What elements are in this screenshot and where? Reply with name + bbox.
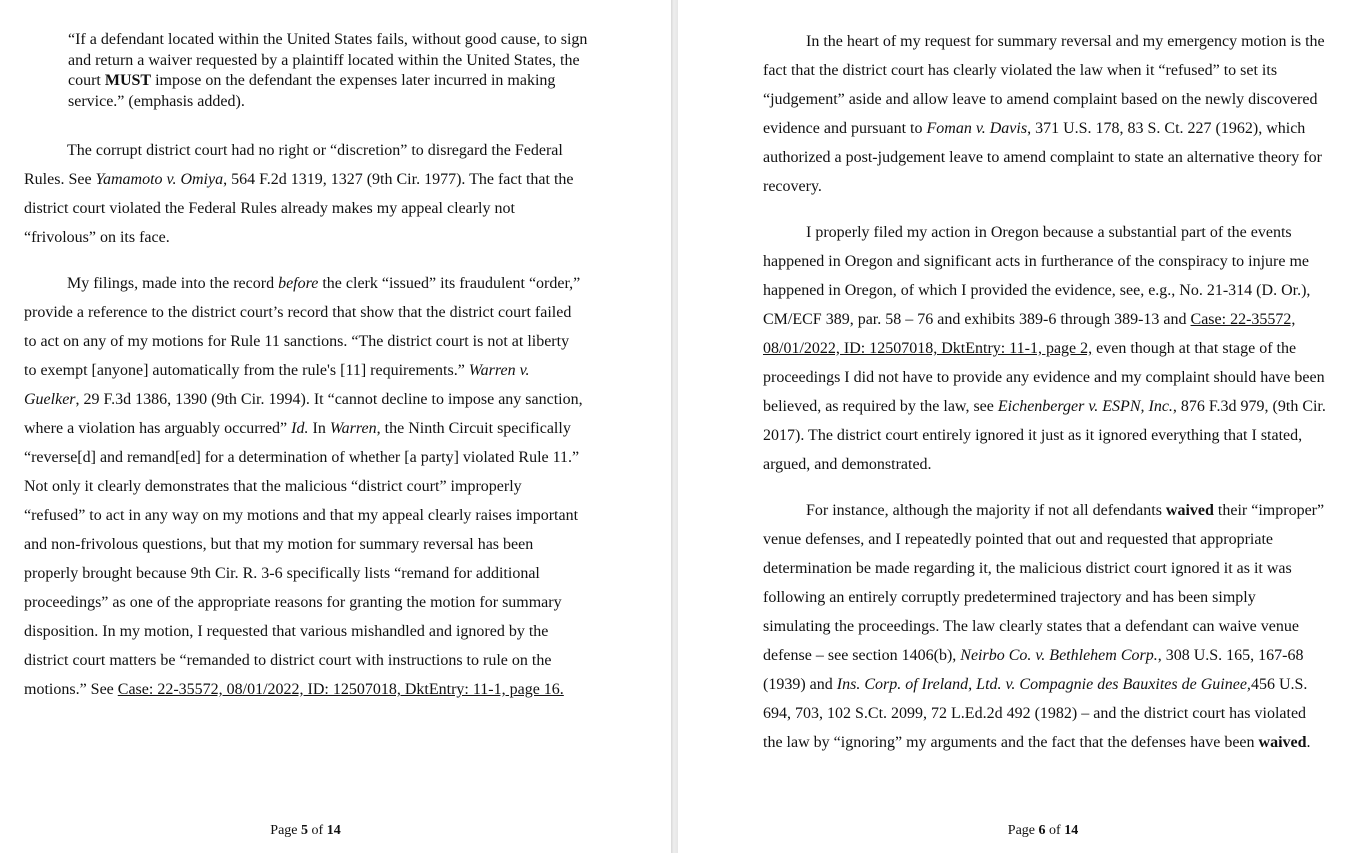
record-citation-link[interactable]: Case: 22-35572, 08/01/2022, ID: 12507018, DktEntry: 11-1, page 2, — [763, 311, 1296, 357]
paragraph-text: the clerk “issued” its fraudulent “order,” provide a reference to the district court’s record that show that the district court failed to act on any of my motions for Rule 11 sanctions. “The district court is not at liberty to exempt [anyone] automatically from the rule's [11] requirements.” — [24, 275, 581, 379]
paragraph-summary-reversal — [763, 27, 1327, 201]
document-page-5 — [0, 0, 671, 853]
emphasis-waived: waived — [1258, 734, 1307, 751]
emphasis-must: MUST — [104, 72, 152, 89]
page-total: 14 — [1064, 823, 1079, 838]
case-citation: Warren — [329, 420, 377, 437]
case-citation: Foman v. Davis — [926, 120, 1028, 137]
case-citation: Yamamoto v. Omiya — [95, 171, 224, 188]
case-citation: Eichenberger v. ESPN, Inc. — [997, 398, 1173, 415]
footer-label: of — [1045, 823, 1065, 838]
quote-text: impose on the defendant the expenses later incurred in making service.” (emphasis added). — [68, 72, 556, 110]
page-footer — [678, 823, 1353, 839]
paragraph-text: . — [1306, 734, 1311, 751]
record-citation-link[interactable]: Case: 22-35572, 08/01/2022, ID: 12507018, DktEntry: 11-1, page 16. — [117, 681, 564, 698]
paragraph-text: , 371 U.S. 178, 83 S. Ct. 227 (1962), which authorized a post-judgement leave to amend complaint to state an alternative theory for recovery. — [763, 120, 1322, 195]
page-number: 6 — [1038, 823, 1046, 838]
paragraph-text: My filings, made into the record — [67, 275, 279, 292]
document-page-6 — [678, 0, 1353, 853]
page-6-body — [763, 27, 1327, 757]
paragraph-rule-11 — [24, 269, 584, 704]
emphasis-before: before — [278, 275, 319, 292]
paragraph-text: , 564 F.2d 1319, 1327 (9th Cir. 1977). The fact that the district court violated the Federal Rules already makes my appeal clearly not “frivolous” on its face. — [24, 171, 574, 246]
footer-label: Page — [1007, 823, 1039, 838]
page-number: 5 — [301, 823, 309, 838]
paragraph-waived-defenses — [763, 496, 1327, 757]
quote-text: “If a defendant located within the United States fails, without good cause, to sign and return a waiver requested by a plaintiff located within the United States, the court — [68, 31, 588, 89]
paragraph-text: 456 U.S. 694, 703, 102 S.Ct. 2099, 72 L.Ed.2d 492 (1982) – and the district court has violated the law by “ignoring” my arguments and the fact that the defenses have been — [763, 676, 1308, 751]
case-citation: Warren v. Guelker — [24, 362, 530, 408]
paragraph-text: In the heart of my request for summary reversal and my emergency motion is the fact that the district court has clearly violated the law when it “refused” to set its “judgement” aside and allow leave to amend complaint based on the newly discovered evidence and pursuant to — [763, 33, 1325, 137]
paragraph-text: In — [308, 420, 330, 437]
paragraph-text: The corrupt district court had no right or “discretion” to disregard the Federal Rules. See — [24, 142, 563, 188]
paragraph-text: For instance, although the majority if not all defendants — [806, 502, 1166, 519]
page-5-body — [24, 30, 588, 704]
case-citation: Ins. Corp. of Ireland, Ltd. v. Compagnie des Bauxites de Guinee, — [836, 676, 1251, 693]
paragraph-oregon-venue — [763, 218, 1327, 479]
footer-label: Page — [270, 823, 302, 838]
paragraph-text: , 308 U.S. 165, 167-68 (1939) and — [763, 647, 1304, 693]
paragraph-text: , 29 F.3d 1386, 1390 (9th Cir. 1994). It “cannot decline to impose any sanction, where a violation has arguably occurred” — [24, 391, 583, 437]
paragraph-text: even though at that stage of the proceedings I did not have to provide any evidence and my complaint should have been believed, as required by the law, see — [763, 340, 1325, 415]
emphasis-waived: waived — [1165, 502, 1214, 519]
paragraph-text: , the Ninth Circuit specifically “reverse[d] and remand[ed] for a determination of whether [a party] violated Rule 11.” Not only it clearly demonstrates that the malicious “district court” improperly “refused” to act in any way on my motions and that my appeal clearly raises important and non-frivolous questions, but that my motion for summary reversal has been properly brought because 9th Cir. R. 3-6 specifically lists “remand for additional proceedings” as one of the appropriate reasons for granting the motion for summary disposition. In my motion, I requested that various mishandled and ignored by the district court matters be “remanded to district court with instructions to rule on the motions.” See — [24, 420, 580, 698]
paragraph-text: , 876 F.3d 979, (9th Cir. 2017). The district court entirely ignored it just as it ignored everything that I stated, argued, and demonstrated. — [763, 398, 1326, 473]
footer-label: of — [308, 823, 327, 838]
page-footer — [0, 823, 611, 839]
case-citation: Id. — [291, 420, 309, 437]
paragraph-text: I properly filed my action in Oregon because a substantial part of the events happened in Oregon and significant acts in furtherance of the conspiracy to injure me happened in Oregon, of which I provided the evidence, see, e.g., No. 21-314 (D. Or.), CM/ECF 389, par. 58 – 76 and exhibits 389-6 through 389-13 and — [763, 224, 1311, 328]
case-citation: Neirbo Co. v. Bethlehem Corp. — [960, 647, 1158, 664]
page-total: 14 — [326, 823, 341, 838]
page-divider — [671, 0, 678, 853]
paragraph-federal-rules — [24, 136, 584, 252]
block-quote — [68, 30, 588, 112]
paragraph-text: their “improper” venue defenses, and I repeatedly pointed that out and requested that appropriate determination be made regarding it, the malicious district court ignored it as it was following an entirely corruptly predetermined trajectory and has been simply simulating the proceedings. The law clearly states that a defendant can waive venue defense – see section 1406(b), — [763, 502, 1325, 664]
